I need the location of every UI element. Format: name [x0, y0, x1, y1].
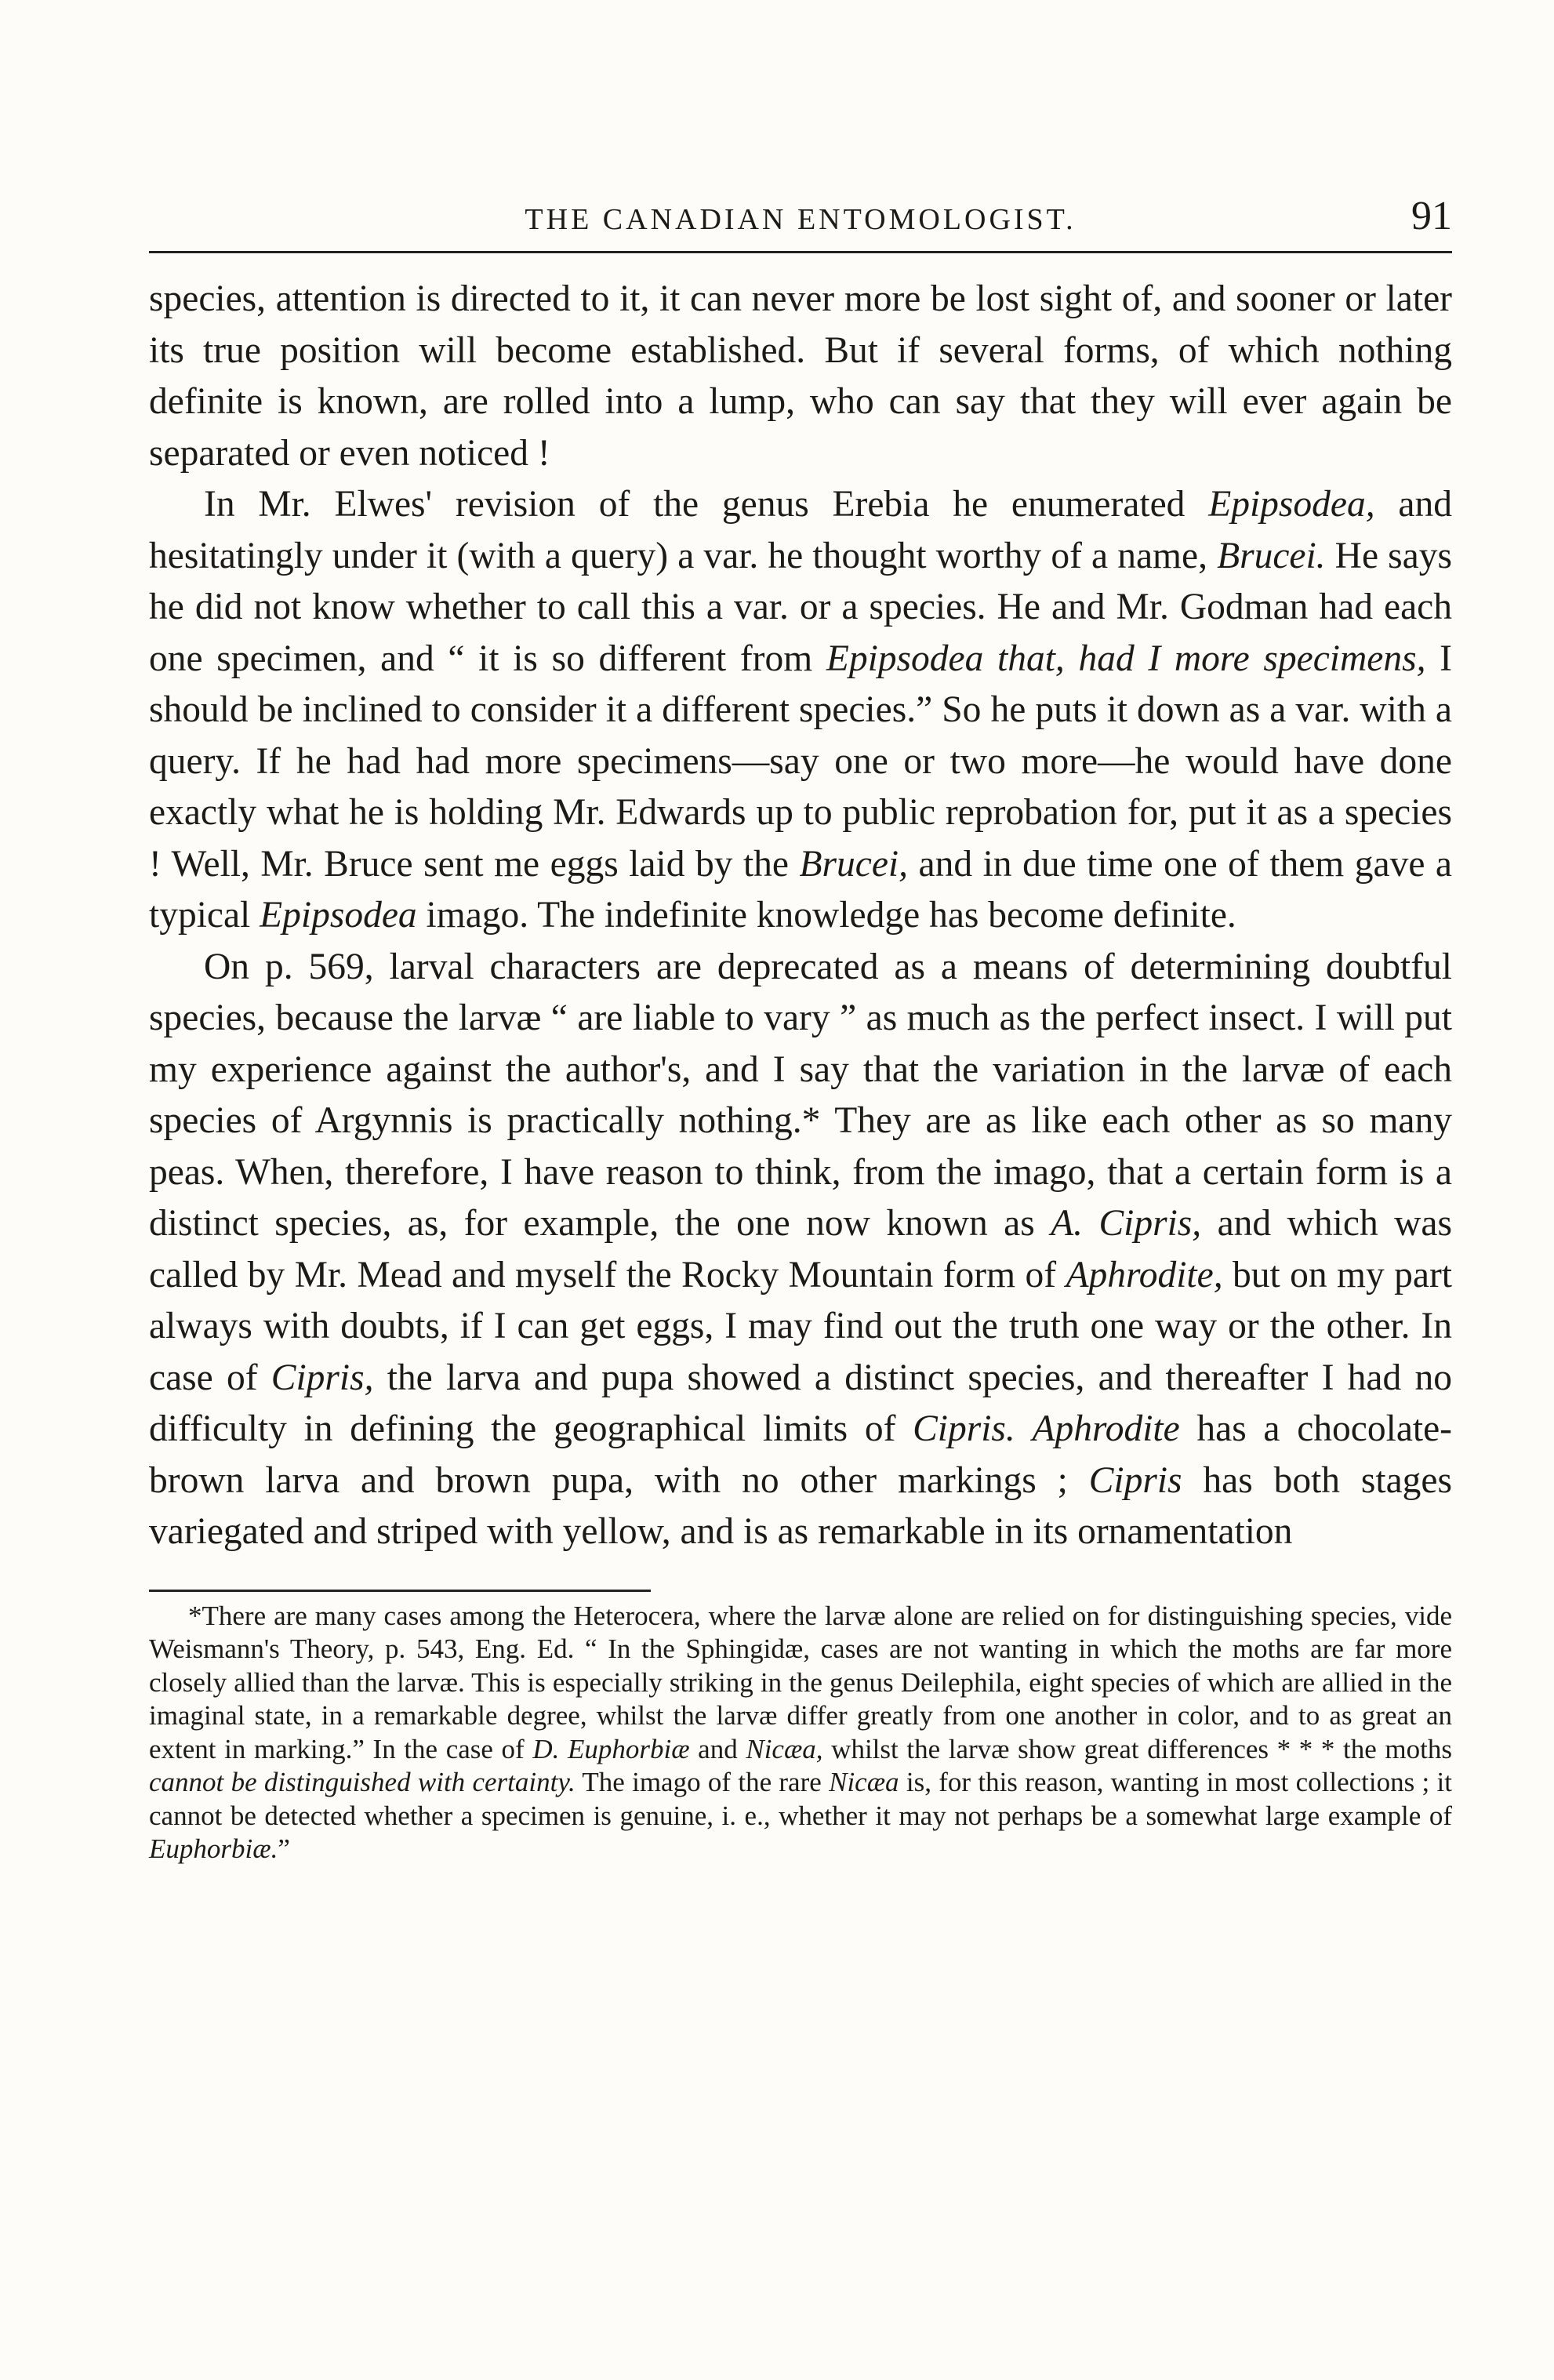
- footnote: [149, 1600, 1452, 1866]
- text-run: In Mr. Elwes' revision of the genus Erebia he enumerated: [204, 484, 1209, 525]
- paragraph-erebia: [149, 479, 1452, 942]
- italic-run: Cipris,: [270, 1357, 374, 1398]
- italic-run: Cipris.: [913, 1408, 1015, 1449]
- italic-run: Cipris: [1088, 1459, 1182, 1501]
- italic-run: Brucei,: [799, 843, 909, 885]
- text-run: whilst the larvæ show great differences * * * the moths: [822, 1733, 1452, 1764]
- text-run: is, for this reason, wanting in most collections ; it cannot be detected whether a specimen is genuine, i. e., whether it may not perhaps be a somewhat large example of: [149, 1767, 1453, 1831]
- text-run: imago. The indefinite knowledge has become definite.: [416, 895, 1236, 936]
- paragraph-continued: species, attention is directed to it, it can never more be lost sight of, and sooner or later its true position will become established. But if several forms, of which nothing definite is known, are rolled into a lump, who can say that they will ever again be separated or even noticed !: [149, 278, 1452, 474]
- text-run: He says he did not know whether to call this a var. or a species. He and Mr. Godman had each one specimen, and “ it is so different from: [149, 535, 1452, 679]
- text-run: and: [689, 1733, 746, 1764]
- italic-run: Aphrodite: [1032, 1408, 1180, 1449]
- italic-run: Euphorbiæ.: [149, 1833, 278, 1864]
- text-run: but on my part always with doubts, if I can get eggs, I may find out the truth one way or the other. In case of: [149, 1254, 1452, 1398]
- italic-run: D. Euphorbiæ: [532, 1733, 690, 1764]
- running-head: [149, 188, 1452, 251]
- italic-run: Epipsodea: [260, 895, 417, 936]
- text-run: The imago of the rare: [575, 1767, 830, 1797]
- text-run: On p. 569, larval characters are deprecated as a means of determining doubtful species, because the larvæ “ are liable to vary ” as much as the perfect insect. I will put my experience against the author's, and I say that the variation in the larvæ of each species of Argynnis is practically nothing.* They are as like each other as so many peas. When, therefore, I have reason to think, from the imago, that a certain form is a distinct species, as, for example, the one now known as: [149, 946, 1452, 1244]
- text-run: *There are many cases among the Heterocera, where the larvæ alone are relied on for distinguishing species, vide Weismann's Theory, p. 543, Eng. Ed. “ In the Sphingidæ, cases are not wanting in which the moths are far more closely allied than the larvæ. This is especially striking in the genus Deilephila, eight species of which are allied in the imaginal state, in a remarkable degree, whilst the larvæ differ greatly from one another in color, and to as great an extent in marking.” In the case of: [149, 1600, 1452, 1764]
- text-run: and in due time one of them gave a typical: [149, 843, 1452, 936]
- text-run: I should be inclined to consider it a different species.” So he puts it down as a var. with a query. If he had had more specimens—say one or two more—he would have done exactly what he is holding Mr. Edwards up to public reprobation for, put it as a species ! Well, Mr. Bruce sent me eggs laid by the: [149, 638, 1452, 885]
- text-run: [1015, 1408, 1033, 1449]
- text-run: has a chocolate-brown larva and brown pupa, with no other markings ;: [149, 1408, 1452, 1501]
- paragraph-larval-characters: [149, 942, 1452, 1558]
- footnote-rule: [149, 1590, 651, 1592]
- page-number: 91: [1411, 194, 1452, 238]
- italic-run: cannot be distinguished with certainty.: [149, 1767, 575, 1797]
- journal-title: THE CANADIAN ENTOMOLOGIST.: [525, 203, 1077, 236]
- italic-run: Epipsodea that, had I more specimens,: [826, 638, 1426, 679]
- italic-run: Nicæa: [829, 1767, 899, 1797]
- italic-run: Epipsodea,: [1208, 484, 1375, 525]
- body-text: [149, 274, 1452, 1558]
- italic-run: Nicæa,: [746, 1733, 823, 1764]
- text-run: has both stages variegated and striped with yellow, and is as remarkable in its ornamentation: [149, 1459, 1453, 1552]
- italic-run: Brucei.: [1217, 535, 1326, 576]
- text-run: and which was called by Mr. Mead and myself the Rocky Mountain form of: [149, 1203, 1453, 1295]
- page: [149, 188, 1452, 1866]
- italic-run: A. Cipris,: [1051, 1203, 1202, 1244]
- text-run: the larva and pupa showed a distinct species, and thereafter I had no difficulty in defining the geographical limits of: [149, 1357, 1452, 1449]
- italic-run: Aphrodite,: [1066, 1254, 1223, 1295]
- text-run: and hesitatingly under it (with a query) a var. he thought worthy of a name,: [149, 484, 1452, 576]
- header-rule: [149, 251, 1452, 253]
- text-run: ”: [278, 1833, 290, 1864]
